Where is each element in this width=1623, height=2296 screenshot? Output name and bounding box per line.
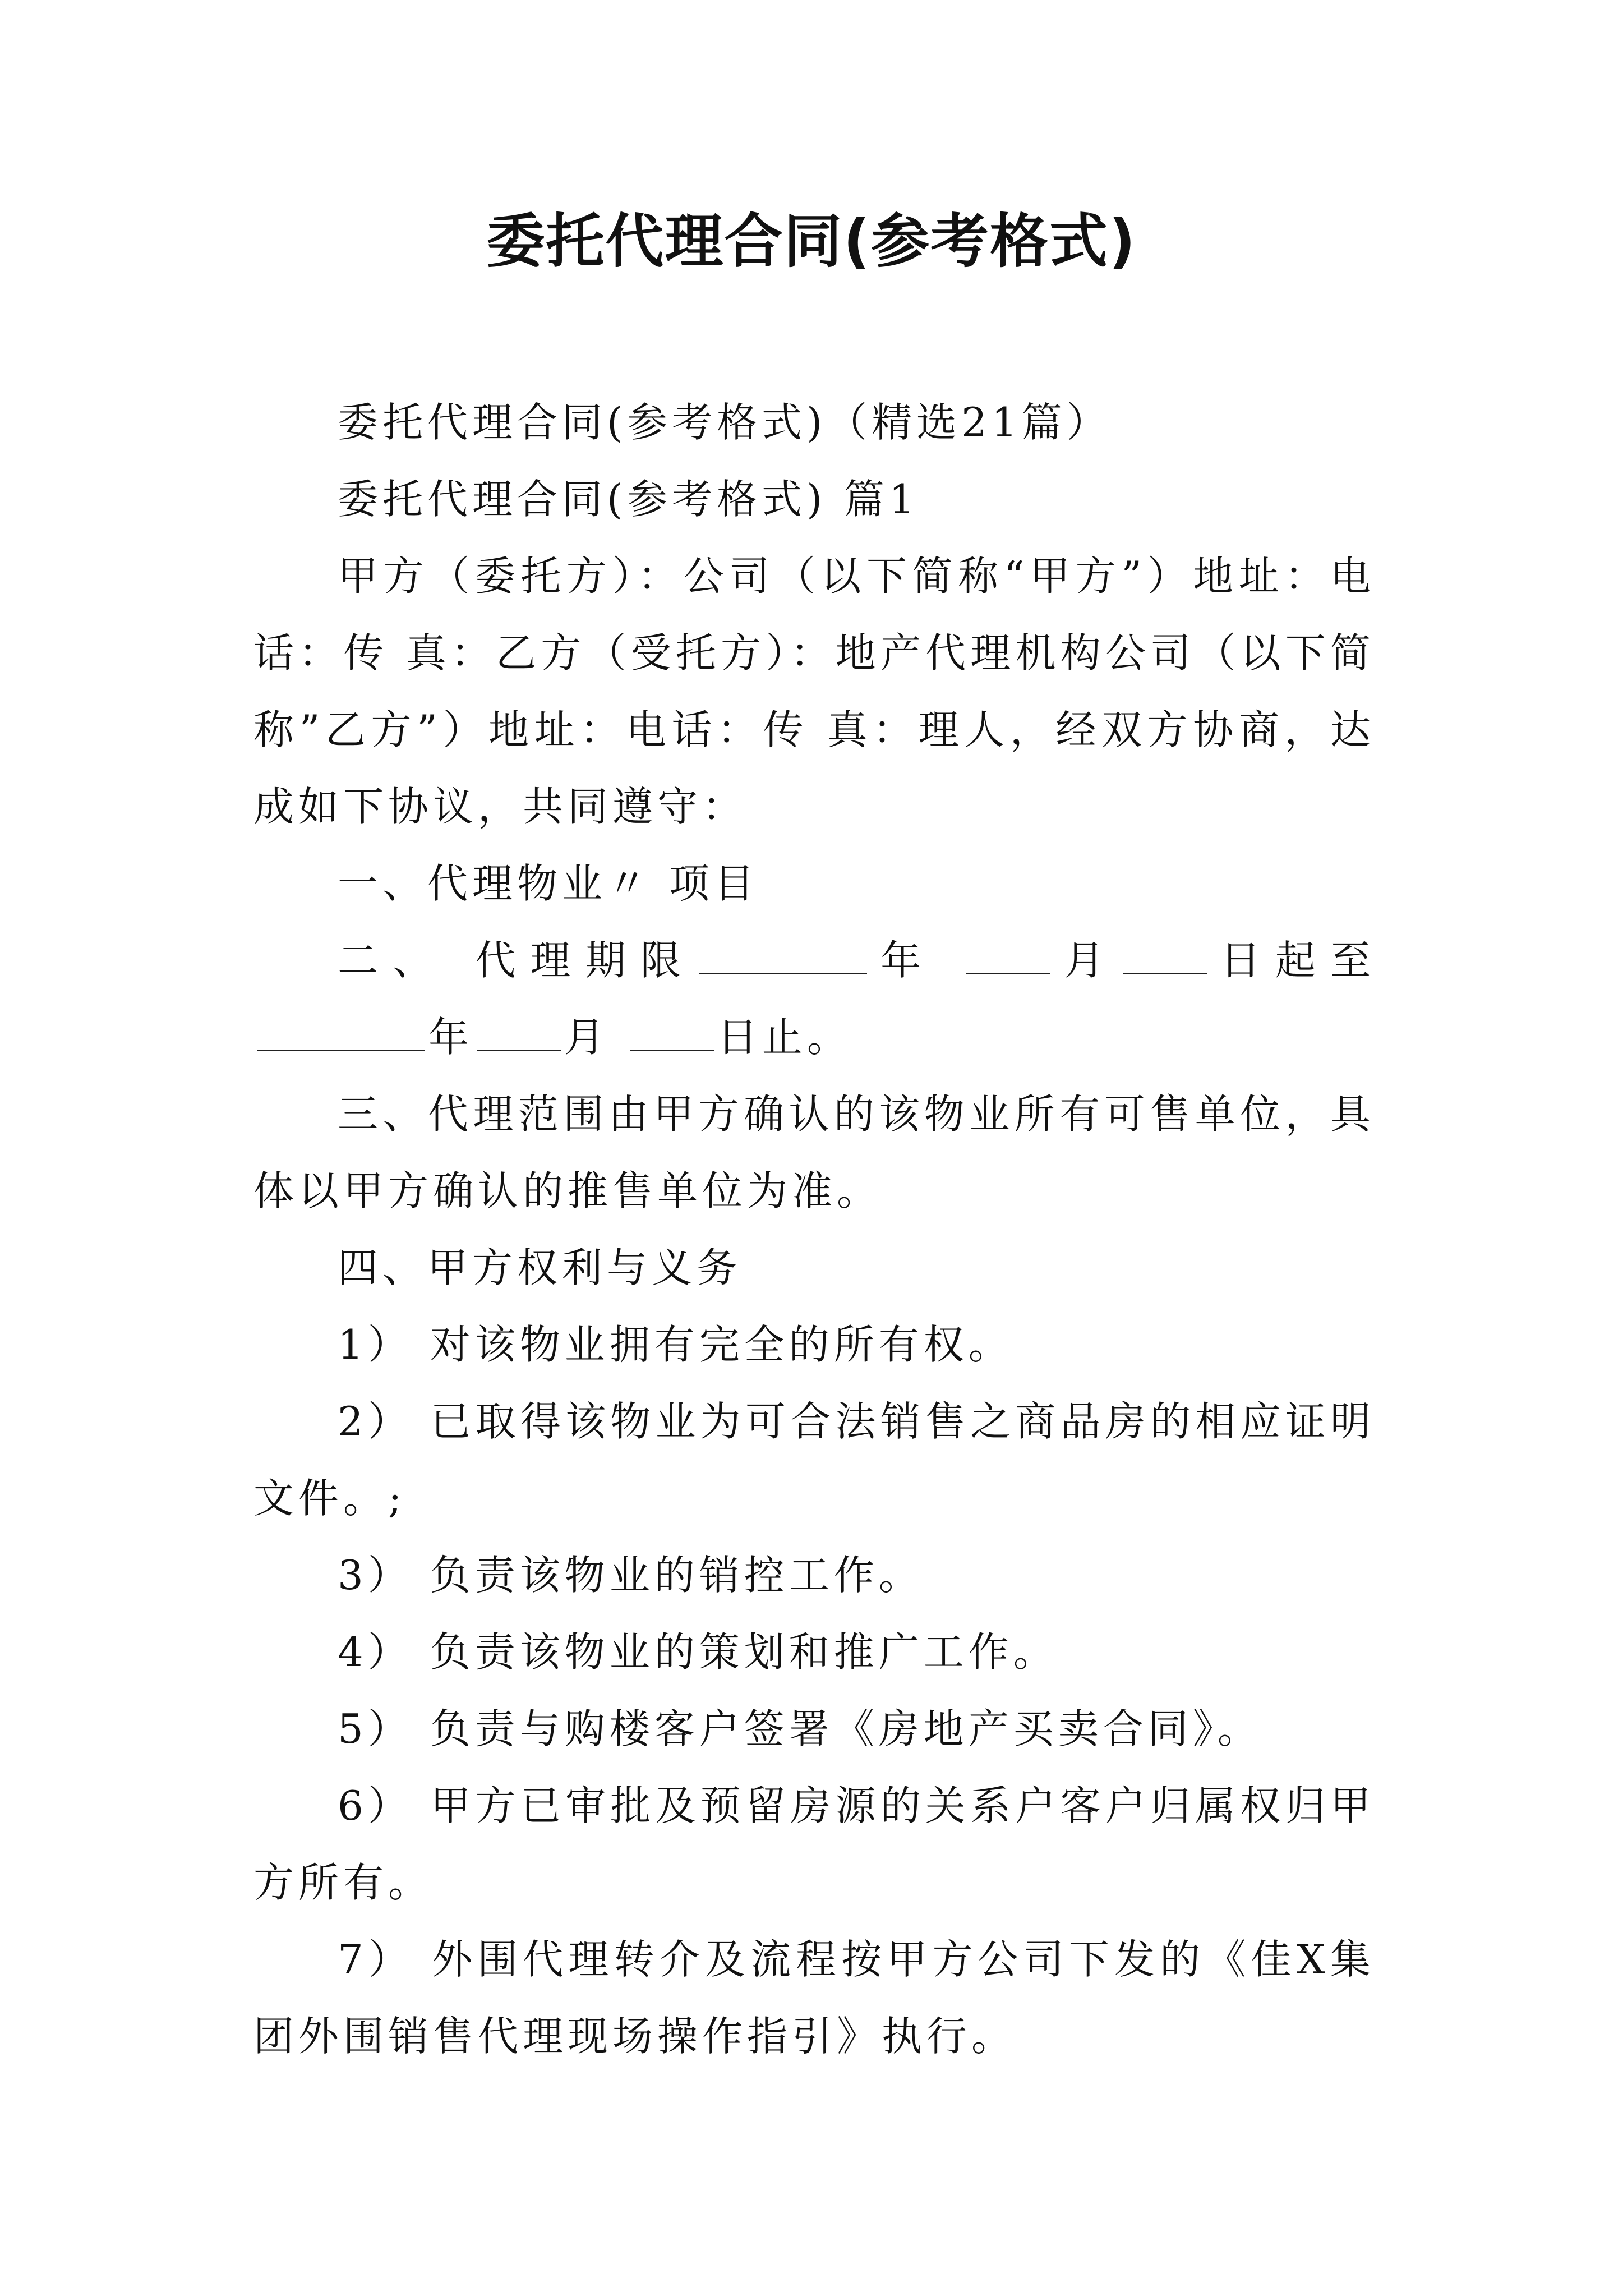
paragraph-clause-3-scope: 三、代理范围由甲方确认的该物业所有可售单位，具体以甲方确认的推售单位为准。 — [253, 1091, 1375, 1214]
paragraph-item-2: 2） 已取得该物业为可合法销售之商品房的相应证明文件。; — [253, 1398, 1375, 1522]
paragraph-item-7: 7） 外围代理转介及流程按甲方公司下发的《佳X集团外围销售代理现场操作指引》执行。 — [253, 1936, 1375, 2060]
paragraph-clause-2-term — [253, 922, 1375, 1076]
paragraph-item-3: 3） 负责该物业的销控工作。 — [338, 1552, 924, 1599]
blank-end-day — [630, 1009, 714, 1051]
term-end-label: 日止。 — [717, 1014, 852, 1061]
paragraph-collection-title: 委托代理合同(参考格式)（精选21篇） — [338, 399, 1112, 446]
paragraph-item-1: 1） 对该物业拥有完全的所有权。 — [338, 1321, 1013, 1368]
blank-end-month — [477, 1009, 561, 1051]
term-label: 二、 代理期限 — [338, 937, 695, 984]
blank-start-month — [966, 932, 1050, 974]
document-title: 委托代理合同(参考格式) — [486, 207, 1137, 275]
term-from-to-label: 日起至 — [1210, 937, 1375, 984]
term-end-month-label: 月 — [564, 1014, 626, 1061]
paragraph-item-4: 4） 负责该物业的策划和推广工作。 — [338, 1628, 1058, 1676]
paragraph-clause-4-heading: 四、甲方权利与义务 — [338, 1244, 742, 1291]
paragraph-parties: 甲方（委托方）：公司（以下简称“甲方”）地址：电话：传 真：乙方（受托方）：地产代理机构公司（以下简称”乙方”）地址：电话：传 真：理人，经双方协商，达成如下协议，共同遵守： — [253, 553, 1375, 830]
term-end-year-label: 年 — [428, 1014, 474, 1061]
document-body — [253, 384, 1375, 2075]
blank-end-year — [257, 1009, 425, 1051]
paragraph-clause-1: 一、代理物业〃 项目 — [338, 860, 759, 907]
blank-start-year — [699, 932, 867, 974]
term-month-label: 月 — [1054, 937, 1119, 984]
blank-start-day — [1123, 932, 1207, 974]
term-year-label: 年 — [870, 937, 963, 984]
paragraph-item-6: 6） 甲方已审批及预留房源的关系户客户归属权归甲方所有。 — [253, 1782, 1375, 1906]
paragraph-article-heading: 委托代理合同(参考格式) 篇1 — [338, 476, 919, 523]
paragraph-item-5: 5） 负责与购楼客户签署《房地产买卖合同》。 — [338, 1705, 1262, 1752]
